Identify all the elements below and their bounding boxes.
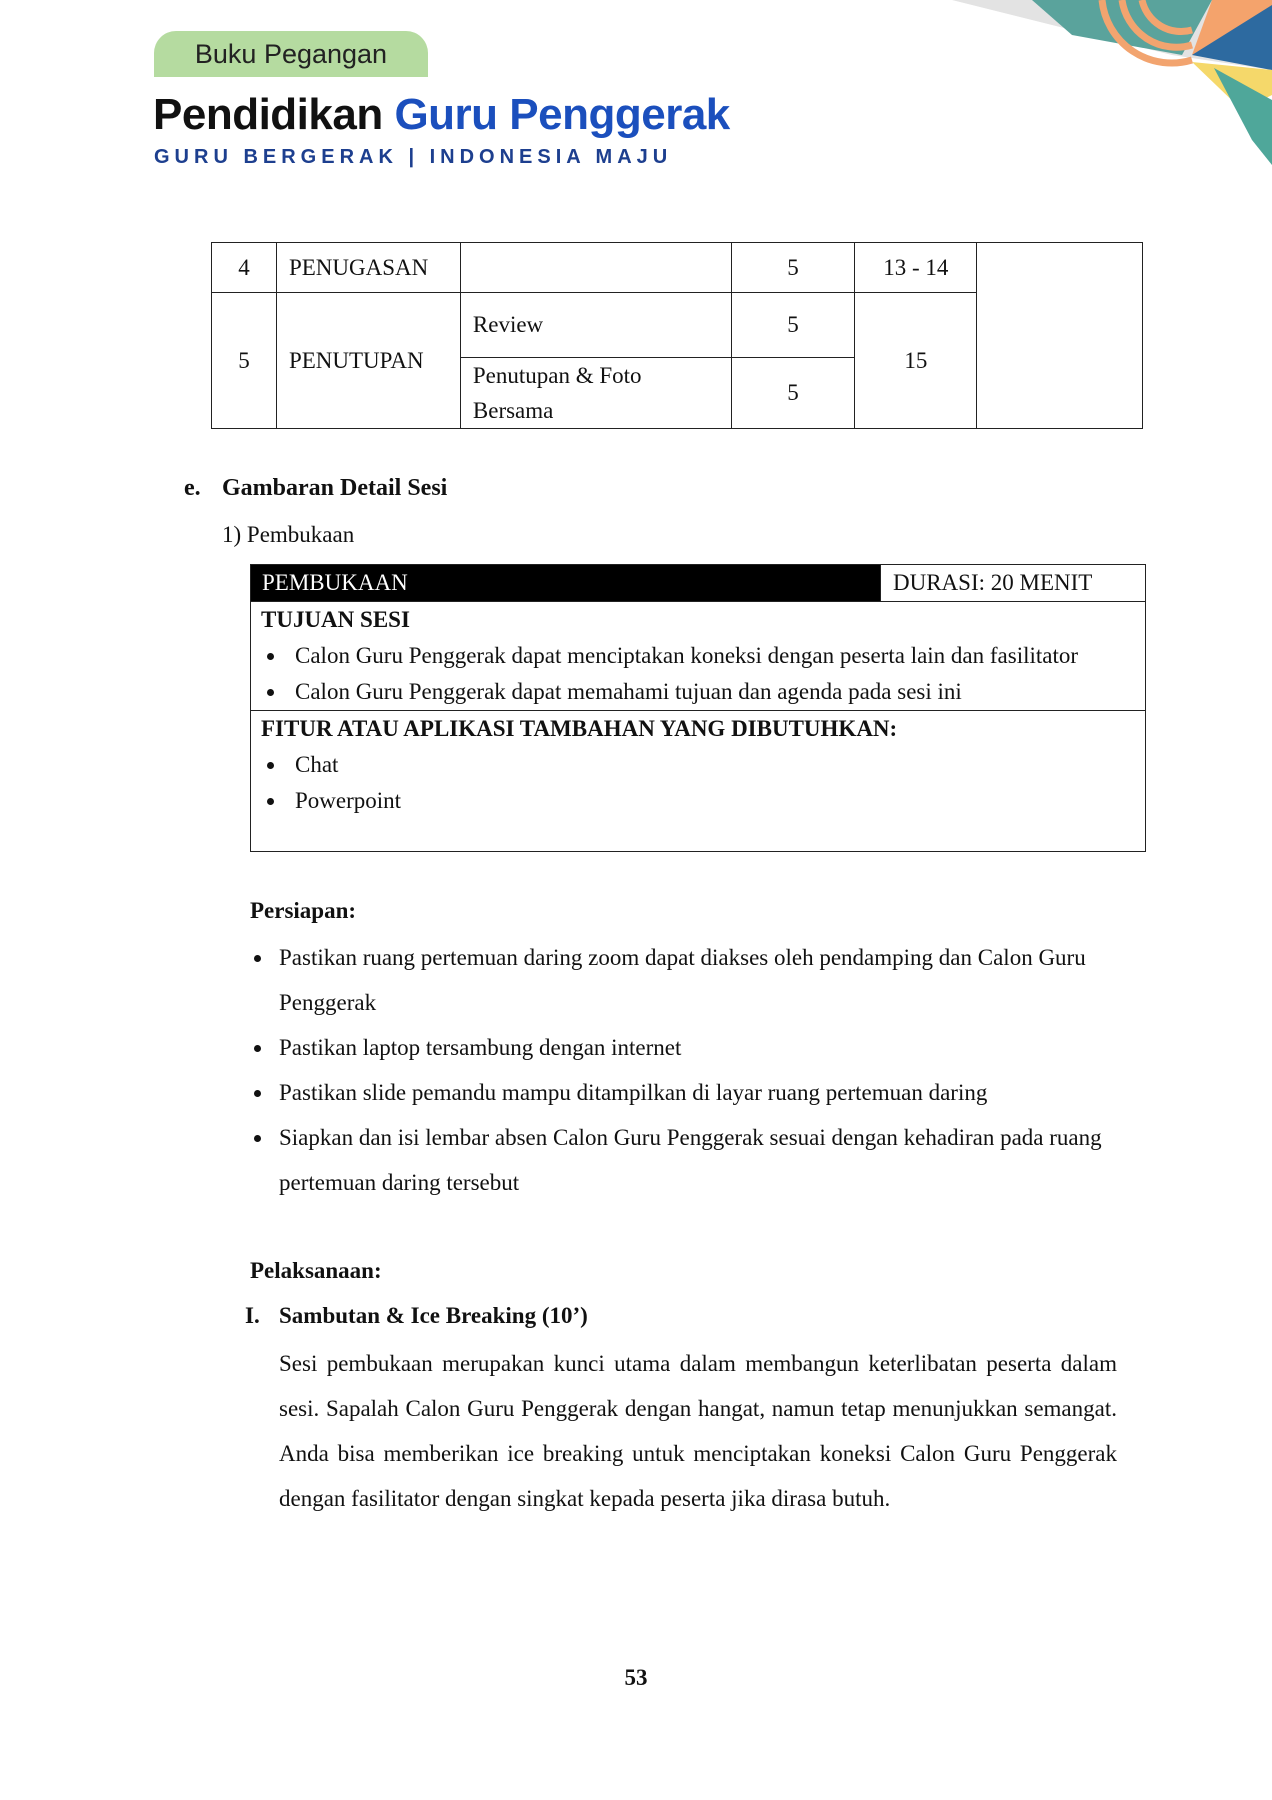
row-duration: 5 [731,358,855,429]
list-item: Calon Guru Penggerak dapat menciptakan koneksi dengan peserta lain dan fasilitator [261,638,1135,674]
implementation-label: Pelaksanaan: [250,1258,382,1283]
row-duration: 5 [731,293,855,358]
row-slides: 15 [855,293,977,429]
list-item: Powerpoint [261,783,1135,819]
list-item: Chat [261,747,1135,783]
list-item: Calon Guru Penggerak dapat memahami tujuan dan agenda pada sesi ini [261,674,1135,710]
list-item: Siapkan dan isi lembar absen Calon Guru Penggerak sesuai dengan kehadiran pada ruang pertemuan daring tersebut [250,1115,1130,1205]
preparation-label: Persiapan: [250,898,357,923]
page-number: 53 [624,1665,648,1690]
preparation-list [250,935,1130,1205]
row-slides: 13 - 14 [855,243,977,293]
table-row [212,243,1143,293]
schedule-table [211,242,1143,429]
features-label: FITUR ATAU APLIKASI TAMBAHAN YANG DIBUTUHKAN: [261,716,898,741]
program-title [153,90,730,140]
tagline: GURU BERGERAK | INDONESIA MAJU [154,146,673,168]
row-detail: Review [460,293,731,358]
section-marker: e. [184,475,201,501]
row-notes [977,243,1143,429]
session-duration: DURASI: 20 MENIT [880,565,1145,601]
goals-label: TUJUAN SESI [261,607,410,632]
list-item: Pastikan slide pemandu mampu ditampilkan di layar ruang pertemuan daring [250,1070,1130,1115]
session-box [250,564,1146,852]
title-black: Pendidikan [153,90,383,139]
book-badge: Buku Pegangan [154,31,428,77]
title-blue: Guru Penggerak [394,90,730,139]
list-item: Pastikan laptop tersambung dengan internet [250,1025,1130,1070]
session-title: PEMBUKAAN [251,565,880,601]
step-title: Sambutan & Ice Breaking (10’) [279,1303,588,1328]
row-no: 5 [212,293,277,429]
corner-decoration [952,0,1272,170]
row-detail [460,243,731,293]
step-marker: I. [245,1303,260,1328]
row-no: 4 [212,243,277,293]
row-activity: PENUGASAN [276,243,460,293]
step-paragraph: Sesi pembukaan merupakan kunci utama dalam membangun keterlibatan peserta dalam sesi. Sapalah Calon Guru Penggerak dengan hangat, namun tetap menunjukkan semangat. Anda bisa memberikan ice breaking untuk menciptakan koneksi Calon Guru Penggerak dengan fasilitator dengan singkat kepada peserta jika dirasa butuh. [279,1351,1117,1511]
subsection-heading: 1) Pembukaan [222,522,355,547]
section-heading: Gambaran Detail Sesi [222,475,448,501]
row-duration: 5 [731,243,855,293]
list-item: Pastikan ruang pertemuan daring zoom dapat diakses oleh pendamping dan Calon Guru Penggerak [250,935,1130,1025]
row-activity: PENUTUPAN [276,293,460,429]
row-detail: Penutupan & Foto Bersama [460,358,731,429]
